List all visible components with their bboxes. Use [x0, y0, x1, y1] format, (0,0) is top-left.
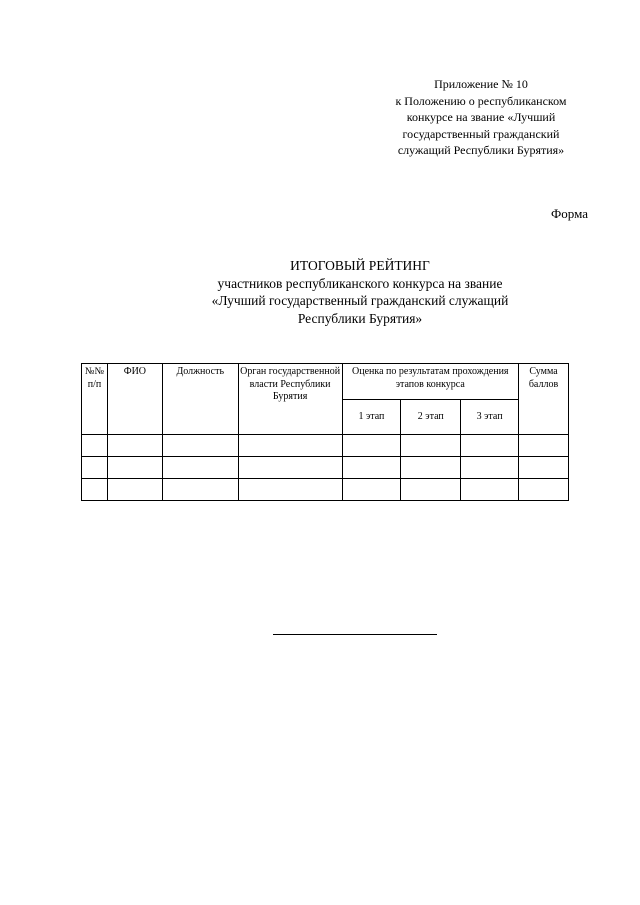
title-line: «Лучший государственный гражданский служащий — [211, 293, 509, 308]
header-stage-2: 2 этап — [401, 400, 461, 435]
table-cell — [342, 435, 401, 457]
table-cell — [342, 479, 401, 501]
title-line: Республики Бурятия» — [297, 310, 423, 326]
header-position: Должность — [162, 364, 238, 435]
table-cell — [162, 435, 238, 457]
table-cell — [107, 479, 162, 501]
table-cell — [107, 435, 162, 457]
header-organ: Орган государственной власти Республики Бурятия — [238, 364, 342, 435]
appendix-line: государственный гражданский — [402, 126, 560, 141]
table-cell — [82, 457, 108, 479]
table-cell — [461, 479, 519, 501]
header-num: №№ п/п — [82, 364, 108, 435]
table-cell — [162, 457, 238, 479]
table-row — [82, 479, 569, 501]
table-row — [82, 435, 569, 457]
table-cell — [401, 479, 461, 501]
table-cell — [162, 479, 238, 501]
header-fio: ФИО — [107, 364, 162, 435]
header-total: Сумма баллов — [519, 364, 569, 435]
appendix-line: конкурсе на звание «Лучший — [406, 110, 556, 124]
appendix-line: к Положению о республиканском — [395, 93, 567, 108]
table-cell — [107, 457, 162, 479]
title-heading: ИТОГОВЫЙ РЕЙТИНГ — [290, 258, 430, 273]
appendix-note — [370, 76, 592, 159]
table-cell — [342, 457, 401, 479]
header-stage-3: 3 этап — [461, 400, 519, 435]
form-label: Форма — [551, 206, 588, 221]
table-cell — [401, 457, 461, 479]
table-cell — [238, 435, 342, 457]
appendix-line: служащий Республики Бурятия» — [397, 143, 565, 157]
table-cell — [401, 435, 461, 457]
table-cell — [461, 457, 519, 479]
table-cell — [519, 457, 569, 479]
title-line: участников республиканского конкурса на звание — [217, 275, 503, 291]
header-score-group: Оценка по результатам прохождения этапов конкурса — [342, 364, 518, 400]
table-cell — [82, 435, 108, 457]
table-cell — [238, 457, 342, 479]
rating-table — [81, 363, 569, 501]
table-cell — [461, 435, 519, 457]
table-row — [82, 457, 569, 479]
header-row — [82, 364, 569, 400]
signature-line — [273, 634, 437, 635]
table-cell — [238, 479, 342, 501]
header-stage-1: 1 этап — [342, 400, 401, 435]
table-cell — [82, 479, 108, 501]
table-cell — [519, 479, 569, 501]
appendix-line: Приложение № 10 — [434, 77, 528, 91]
table-cell — [519, 435, 569, 457]
document-title — [150, 257, 570, 327]
